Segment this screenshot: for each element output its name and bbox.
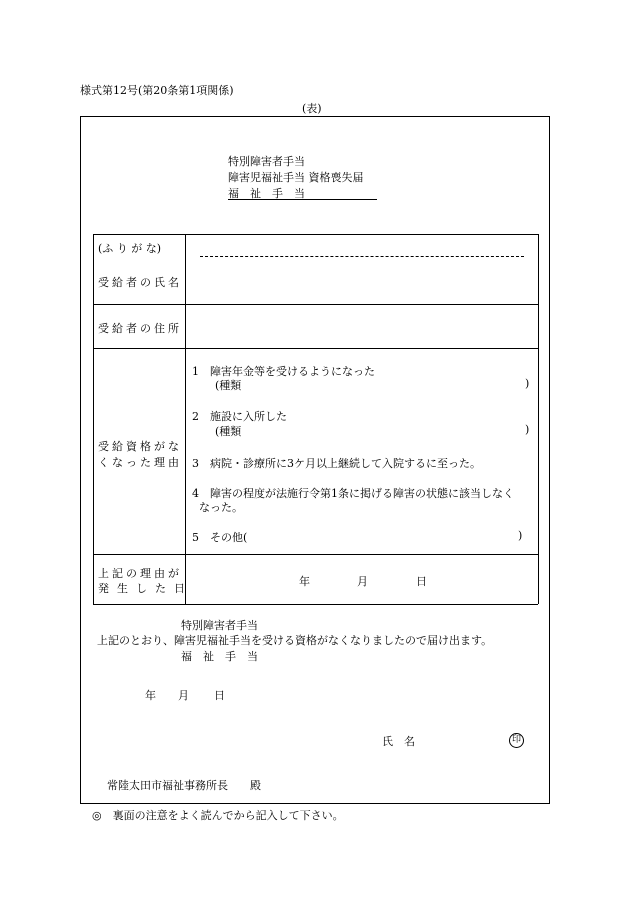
reason-5-close: ) (518, 529, 523, 542)
footnote: ◎ 裏面の注意をよく読んでから記入して下さい。 (92, 809, 344, 822)
reason-label-2: くなった理由 (98, 456, 182, 469)
address-label: 受給者の住所 (98, 322, 182, 335)
furigana-dashed-line (200, 256, 524, 257)
date-label-1: 上記の理由が (98, 567, 182, 580)
title-line-3: 福 祉 手 当 (228, 187, 305, 200)
title-line-1: 特別障害者手当 (228, 155, 305, 168)
reason-1-type: (種類 (215, 379, 242, 392)
table-top-border (93, 234, 538, 235)
signature-label: 氏 名 (382, 735, 415, 748)
addressee: 常陸太田市福祉事務所長 殿 (107, 779, 261, 792)
occurrence-month: 月 (357, 575, 368, 588)
table-right-border (538, 234, 539, 604)
title-underline (228, 199, 377, 200)
reason-2: 2 施設に入所した (192, 410, 287, 423)
furigana-label: (ふ り が な) (98, 242, 162, 255)
reason-2-type: (種類 (215, 425, 242, 438)
side-label: (表) (302, 102, 322, 115)
declaration-option-bottom: 福 祉 手 当 (181, 650, 258, 663)
date-label-2: 発生した日 (98, 582, 193, 595)
address-field[interactable] (195, 310, 525, 344)
table-left-border (93, 234, 94, 604)
reason-4-line-2: なった。 (199, 501, 243, 514)
declaration-text: 上記のとおり、障害児福祉手当を受ける資格がなくなりましたので届け出ます。 (97, 634, 493, 647)
reason-label-1: 受給資格がな (98, 440, 182, 453)
submit-year: 年 (145, 689, 156, 702)
occurrence-day: 日 (416, 575, 427, 588)
row-divider-reason (93, 554, 538, 555)
reason-1-close: ) (525, 377, 530, 390)
occurrence-year: 年 (299, 575, 310, 588)
reason-2-close: ) (525, 423, 530, 436)
table-column-divider (185, 234, 186, 604)
declaration-option-top: 特別障害者手当 (181, 619, 258, 632)
seal-mark: 印 (509, 733, 524, 748)
reason-1: 1 障害年金等を受けるようになった (192, 365, 375, 378)
reason-5: 5 その他( (192, 531, 248, 544)
submit-month: 月 (178, 689, 189, 702)
row-divider-address (93, 348, 538, 349)
name-field[interactable] (195, 262, 525, 298)
name-label: 受給者の氏名 (98, 276, 182, 289)
title-line-2: 障害児福祉手当 資格喪失届 (228, 171, 364, 184)
reason-4-line-1: 4 障害の程度が法施行令第1条に掲げる障害の状態に該当しなく (192, 487, 514, 500)
submit-day: 日 (214, 689, 225, 702)
reason-3: 3 病院・診療所に3ケ月以上継続して入院するに至った。 (192, 457, 481, 470)
form-number: 様式第12号(第20条第1項関係) (80, 84, 234, 97)
row-divider-name (93, 304, 538, 305)
table-bottom-border (93, 604, 538, 605)
